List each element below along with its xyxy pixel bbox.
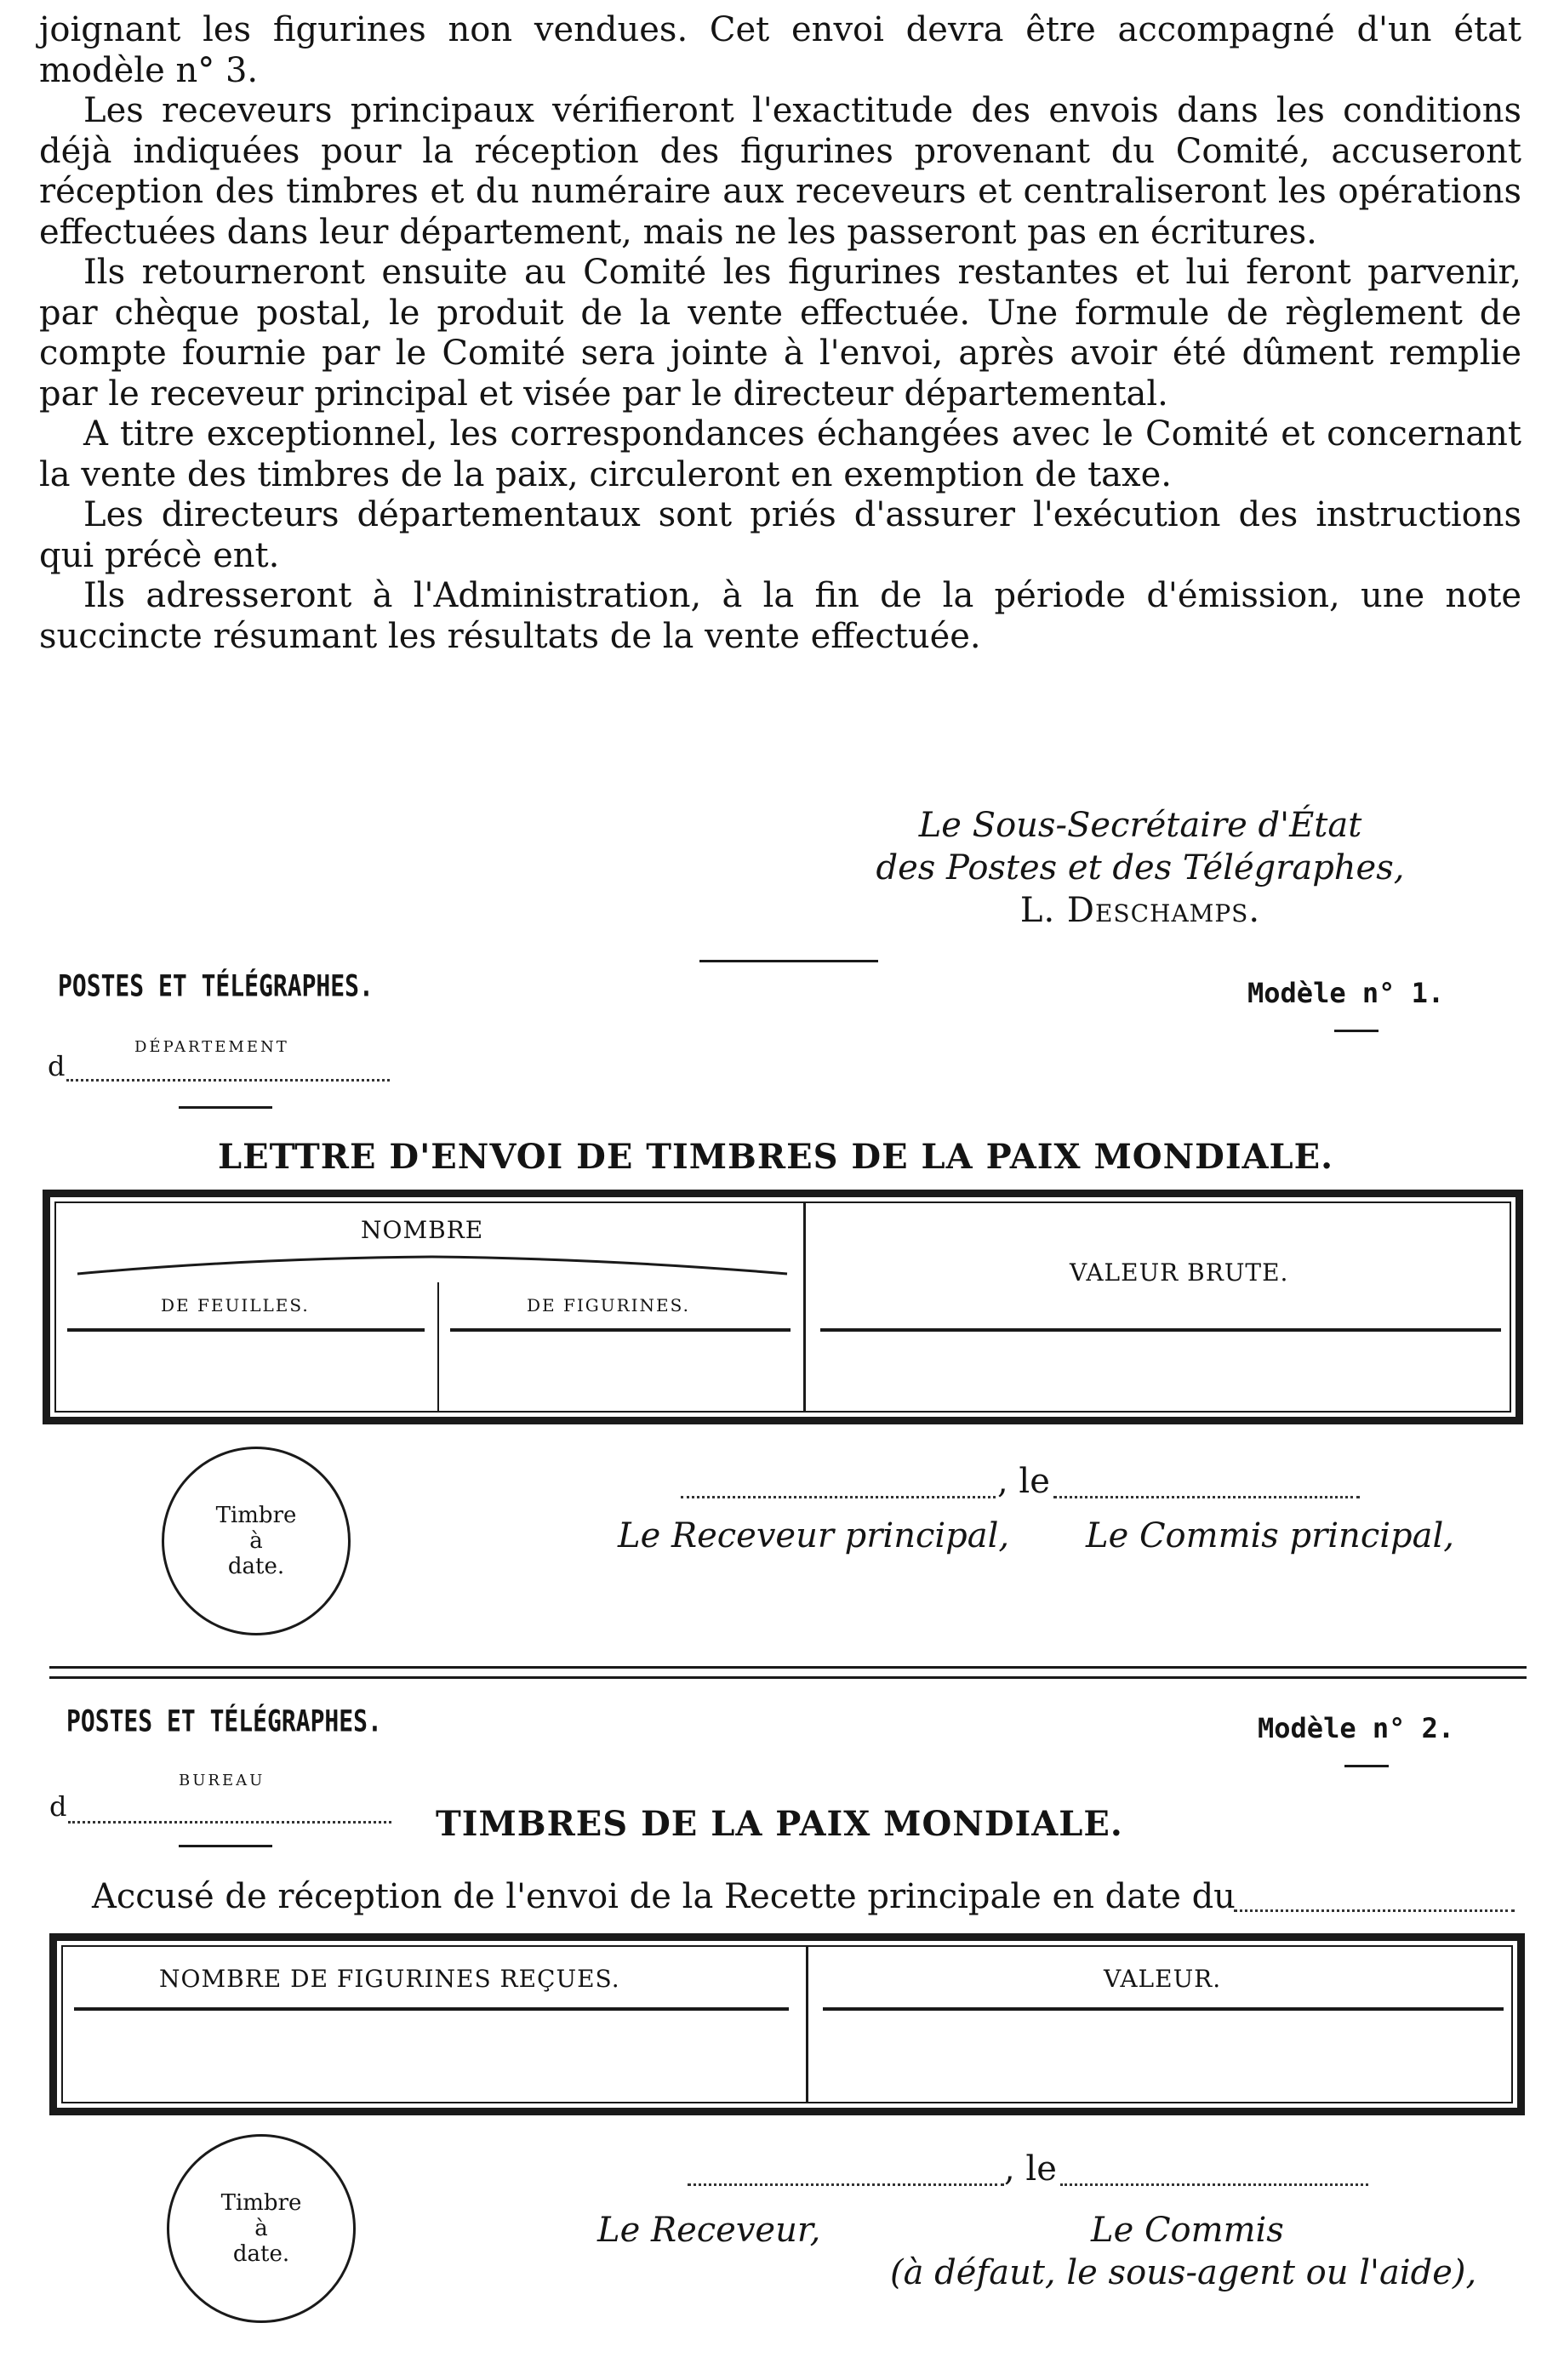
model1-date-le: , le (997, 1462, 1050, 1501)
model2-prefix: d (49, 1790, 67, 1823)
model1-date-stamp (162, 1447, 351, 1635)
model1-col-valeur: VALEUR BRUTE. (1070, 1258, 1289, 1287)
signature-title: Le Sous-Secrétaire d'État (918, 806, 1362, 845)
paragraph-2: Les receveurs principaux vérifieront l'exactitude des envois dans les conditions déjà indiquées pour la réception des figurines provenant du Comité, accuseront réception des timbres et du numéraire aux receveurs et centraliseront les opérations effectuées dans leur département, mais ne les passeront pas en écritures. (39, 91, 1521, 252)
model1-rule-figurines (450, 1328, 791, 1332)
model1-departement-blank (66, 1079, 390, 1082)
model2-table (49, 1933, 1525, 2115)
model1-table (43, 1190, 1523, 1424)
model2-table-divider (806, 1945, 808, 2103)
model1-header-left: POSTES ET TÉLÉGRAPHES. (58, 968, 374, 1004)
model2-header-underline (1344, 1765, 1389, 1767)
signature-office: des Postes et des Télégraphes, (876, 848, 1405, 888)
model1-signer-commis: Le Commis principal, (1086, 1516, 1454, 1555)
model2-accuse-text: Accusé de réception de l'envoi de la Recette principale en date du (92, 1877, 1236, 1916)
model2-bureau-label: BUREAU (179, 1772, 265, 1789)
body-text (39, 10, 1521, 657)
model1-col-figurines: DE FIGURINES. (527, 1295, 691, 1316)
model2-small-rule (179, 1845, 272, 1847)
model1-brace (76, 1247, 791, 1281)
model2-date-blank (1060, 2183, 1368, 2186)
model1-rule-feuilles (67, 1328, 425, 1332)
model2-stamp-line3: date. (232, 2241, 290, 2267)
model1-small-rule (179, 1106, 272, 1109)
model2-date-stamp (167, 2134, 356, 2323)
model1-table-divider (803, 1201, 806, 1413)
model1-table-subdivider (437, 1282, 439, 1413)
paragraph-1: joignant les figurines non vendues. Cet envoi devra être accompagné d'un état modèle n° 3. (39, 10, 1521, 90)
model1-rule-valeur (820, 1328, 1501, 1332)
model1-col-nombre: NOMBRE (361, 1216, 484, 1244)
model2-rule-figurines (74, 2007, 789, 2011)
model2-date-le: , le (1004, 2149, 1057, 2189)
model2-header-right: Modèle n° 2. (1258, 1712, 1455, 1744)
paragraph-4: A titre exceptionnel, les correspondances échangées avec le Comité et concernant la vente des timbres de la paix, circuleront en exemption de taxe. (39, 414, 1521, 494)
separator-short (699, 960, 878, 962)
model2-place-blank (688, 2183, 1004, 2186)
signature-name: L. Deschamps. (1019, 891, 1261, 930)
model2-title: TIMBRES DE LA PAIX MONDIALE. (436, 1804, 1123, 1844)
paragraph-6: Ils adresseront à l'Administration, à la fin de la période d'émission, une note succincte résumant les résultats de la vente effectuée. (39, 576, 1521, 656)
model2-stamp-line2: à (254, 2216, 268, 2241)
paragraph-3: Ils retourneront ensuite au Comité les figurines restantes et lui feront parvenir, par chèque postal, le produit de la vente effectuée. Une formule de règlement de compte fournie par le Comité sera jointe à l'envoi, après avoir été dûment remplie par le receveur principal et visée par le directeur départemental. (39, 253, 1521, 414)
model1-date-blank (1053, 1496, 1360, 1498)
model1-stamp-line1: Timbre (215, 1503, 297, 1528)
model1-departement-label: DÉPARTEMENT (134, 1038, 289, 1056)
separator-double-top (49, 1666, 1527, 1669)
model2-rule-valeur (823, 2007, 1504, 2011)
separator-double-bottom (49, 1676, 1527, 1679)
model1-signer-receveur: Le Receveur principal, (618, 1516, 1010, 1555)
model1-prefix: d (48, 1050, 66, 1082)
model1-title: LETTRE D'ENVOI DE TIMBRES DE LA PAIX MONDIALE. (218, 1137, 1334, 1177)
model1-header-underline (1334, 1030, 1378, 1032)
model2-col-figurines: NOMBRE DE FIGURINES REÇUES. (159, 1965, 620, 1993)
model2-header-left: POSTES ET TÉLÉGRAPHES. (66, 1704, 382, 1739)
model2-stamp-line1: Timbre (220, 2190, 302, 2216)
model2-signer-receveur: Le Receveur, (597, 2211, 821, 2250)
model2-bureau-blank (68, 1821, 391, 1824)
model2-accuse-blank (1234, 1909, 1515, 1912)
signature-block (868, 804, 1413, 932)
paragraph-5: Les directeurs départementaux sont priés d'assurer l'exécution des instructions qui précè ent. (39, 495, 1521, 575)
model1-stamp-line2: à (249, 1528, 263, 1554)
model1-col-feuilles: DE FEUILLES. (161, 1295, 310, 1316)
model2-col-valeur: VALEUR. (1104, 1965, 1222, 1993)
model1-place-blank (681, 1496, 996, 1498)
model1-header-right: Modèle n° 1. (1247, 977, 1445, 1009)
model2-signer-commis: Le Commis (1091, 2211, 1284, 2250)
model2-signer-commis-note: (à défaut, le sous-agent ou l'aide), (890, 2253, 1477, 2292)
model1-stamp-line3: date. (227, 1554, 285, 1579)
